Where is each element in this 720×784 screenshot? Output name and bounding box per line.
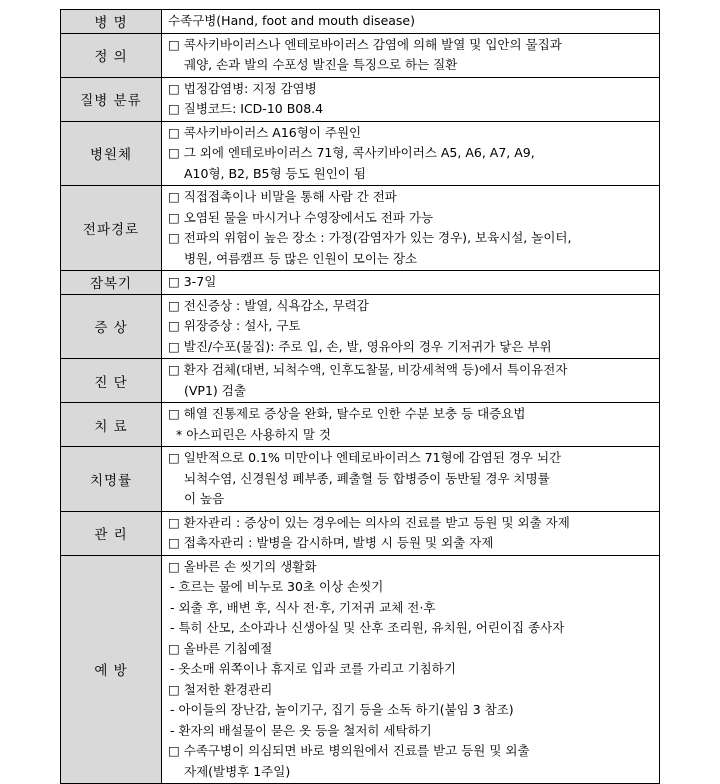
table-row xyxy=(61,271,660,295)
sub-item: - 아이들의 장난감, 놀이기구, 집기 등을 소독 하기(붙임 3 참조) xyxy=(170,702,514,717)
table-row xyxy=(61,186,660,271)
bullet-item: □ 질병코드: ICD-10 B08.4 xyxy=(168,101,324,116)
bullet-item: □ 환자관리 : 증상이 있는 경우에는 의사의 진료를 받고 등원 및 외출 자제 xyxy=(168,514,570,530)
row-content xyxy=(162,511,660,555)
bullet-item: □ 직접접촉이나 비말을 통해 사람 간 전파 xyxy=(168,189,397,204)
bullet-item: □ 전신증상 : 발열, 식욕감소, 무력감 xyxy=(168,297,369,313)
content-line: 수족구병(Hand, foot and mouth disease) xyxy=(168,13,415,28)
row-label: 관 리 xyxy=(61,511,162,555)
table-body xyxy=(61,10,660,784)
bullet-item: □ 법정감염병: 지정 감염병 xyxy=(168,80,317,96)
row-content xyxy=(162,121,660,186)
row-content xyxy=(162,10,660,34)
row-label: 증 상 xyxy=(61,294,162,359)
bullet-item: □ 콕사키바이러스나 엔테로바이러스 감염에 의해 발열 및 입안의 물집과 xyxy=(168,36,562,52)
bullet-item: □ 오염된 물을 마시거나 수영장에서도 전파 가능 xyxy=(168,209,434,225)
disease-info-table xyxy=(60,9,660,784)
row-label: 잠복기 xyxy=(61,271,162,295)
row-content xyxy=(162,555,660,784)
table-row xyxy=(61,77,660,121)
bullet-item: □ 일반적으로 0.1% 미만이나 엔테로바이러스 71형에 감염된 경우 뇌간 xyxy=(168,450,562,465)
bullet-item: □ 위장증상 : 설사, 구토 xyxy=(168,318,301,333)
table-row xyxy=(61,447,660,512)
row-content xyxy=(162,271,660,295)
row-label: 병 명 xyxy=(61,10,162,34)
row-content xyxy=(162,33,660,77)
bullet-item: □ 올바른 기침예절 xyxy=(168,640,273,656)
table-row xyxy=(61,294,660,359)
bullet-item: □ 올바른 손 씻기의 생활화 xyxy=(168,558,317,574)
row-label: 치명률 xyxy=(61,447,162,512)
content-line: 뇌척수염, 신경원성 폐부종, 폐출혈 등 합병증이 동반될 경우 치명률 xyxy=(184,470,550,486)
sub-item: - 특히 산모, 소아과나 신생아실 및 산후 조리원, 유치원, 어린이집 종사자 xyxy=(170,620,565,635)
content-line: A10형, B2, B5형 등도 원인이 됨 xyxy=(184,165,366,181)
content-line: * 아스피린은 사용하지 말 것 xyxy=(176,426,331,442)
bullet-item: □ 수족구병이 의심되면 바로 병의원에서 진료를 받고 등원 및 외출 xyxy=(168,743,530,758)
sub-item: - 환자의 배설물이 묻은 옷 등을 철저히 세탁하기 xyxy=(170,722,432,738)
sub-item: - 외출 후, 배변 후, 식사 전·후, 기저귀 교체 전·후 xyxy=(170,599,436,615)
bullet-item: □ 3-7일 xyxy=(168,274,217,289)
row-content xyxy=(162,359,660,403)
table-row xyxy=(61,555,660,784)
table-row xyxy=(61,10,660,34)
content-line: 자제(발병후 1주일) xyxy=(184,763,291,779)
row-content xyxy=(162,294,660,359)
table-row xyxy=(61,33,660,77)
table-row xyxy=(61,511,660,555)
sub-item: - 흐르는 물에 비누로 30초 이상 손씻기 xyxy=(170,579,384,594)
row-label: 전파경로 xyxy=(61,186,162,271)
content-line: 이 높음 xyxy=(184,491,225,506)
row-label: 병원체 xyxy=(61,121,162,186)
content-line: 궤양, 손과 발의 수포성 발진을 특징으로 하는 질환 xyxy=(184,57,458,72)
row-label: 진 단 xyxy=(61,359,162,403)
content-line: 병원, 여름캠프 등 많은 인원이 모이는 장소 xyxy=(184,250,418,266)
bullet-item: □ 해열 진통제로 증상을 완화, 탈수로 인한 수분 보충 등 대증요법 xyxy=(168,406,526,421)
row-content xyxy=(162,447,660,512)
bullet-item: □ 철저한 환경관리 xyxy=(168,681,273,697)
bullet-item: □ 발진/수포(물집): 주로 입, 손, 발, 영유아의 경우 기저귀가 닿은 부위 xyxy=(168,338,552,354)
row-label: 질병 분류 xyxy=(61,77,162,121)
row-content xyxy=(162,403,660,447)
table-row xyxy=(61,359,660,403)
row-label: 예 방 xyxy=(61,555,162,784)
bullet-item: □ 접촉자관리 : 발병을 감시하며, 발병 시 등원 및 외출 자제 xyxy=(168,535,494,550)
bullet-item: □ 콕사키바이러스 A16형이 주원인 xyxy=(168,124,362,140)
table-row xyxy=(61,403,660,447)
bullet-item: □ 그 외에 엔테로바이러스 71형, 콕사키바이러스 A5, A6, A7, A9, xyxy=(168,145,535,160)
row-content xyxy=(162,77,660,121)
row-label: 치 료 xyxy=(61,403,162,447)
bullet-item: □ 전파의 위험이 높은 장소 : 가정(감염자가 있는 경우), 보육시설, 놀이터, xyxy=(168,230,572,245)
sub-item: - 옷소매 위쪽이나 휴지로 입과 코를 가리고 기침하기 xyxy=(170,661,456,676)
row-content xyxy=(162,186,660,271)
row-label: 정 의 xyxy=(61,33,162,77)
table-row xyxy=(61,121,660,186)
bullet-item: □ 환자 검체(대변, 뇌척수액, 인후도찰물, 비강세척액 등)에서 특이유전자 xyxy=(168,362,568,377)
content-line: (VP1) 검출 xyxy=(184,382,246,398)
